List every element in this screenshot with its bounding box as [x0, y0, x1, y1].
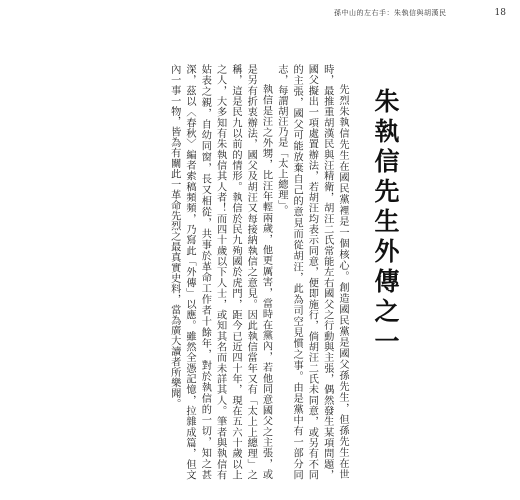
body-text	[120, 64, 350, 480]
page-number: 18	[494, 8, 506, 18]
paragraph: 先烈朱執信先生在國民黨裡是一個核心。創造國民黨是國父孫先生，但孫先生在世時，最推重胡漢民與汪精衛，胡汪二氏常能左右國父之行動與主張，偶然發生某項問題，國父擬出一項處置辦法，若胡汪均表示同意，便即施行，倘胡汪二氏未同意，或另有不同的主張，國父可能放棄自己的意見而從胡汪，此為司空見慣之事。由是黨中有一部分同志，每謂胡汪乃是「太上總理」。	[275, 64, 348, 480]
running-head	[334, 8, 506, 18]
running-title: 孫中山的左右手：朱執信與胡漢民	[334, 9, 447, 17]
chapter-title: 朱執信先生外傳之一	[371, 88, 400, 358]
paragraph: 執信是汪之外甥，比汪年輕兩歲，他更厲害，當時在黨內，若他同意國父之主張，或是另有折衷辦法，國父及胡汪又每接納執信之意見。因此執信當年又有「太上上總理」之稱，這是民九以前的情形。執信於民九殉國於虎門，距今已近四十年，現在五六十歲以上之人，大多知有朱執信其人者！而四十歲以下人士，或知其名而未詳其人。筆者與執信有姑表之親，自幼同窗，長又相從，共事於革命工作者十餘年，對於執信的一切，知之甚深，茲以〈春秋〉編者索稿頻頻，乃寫此「外傳」以應。雖然全憑記憶，拉雜成篇，但文內一事一物，皆為有關此一革命先烈之最真實史料，當為廣大讀者所樂聞。	[168, 64, 272, 480]
